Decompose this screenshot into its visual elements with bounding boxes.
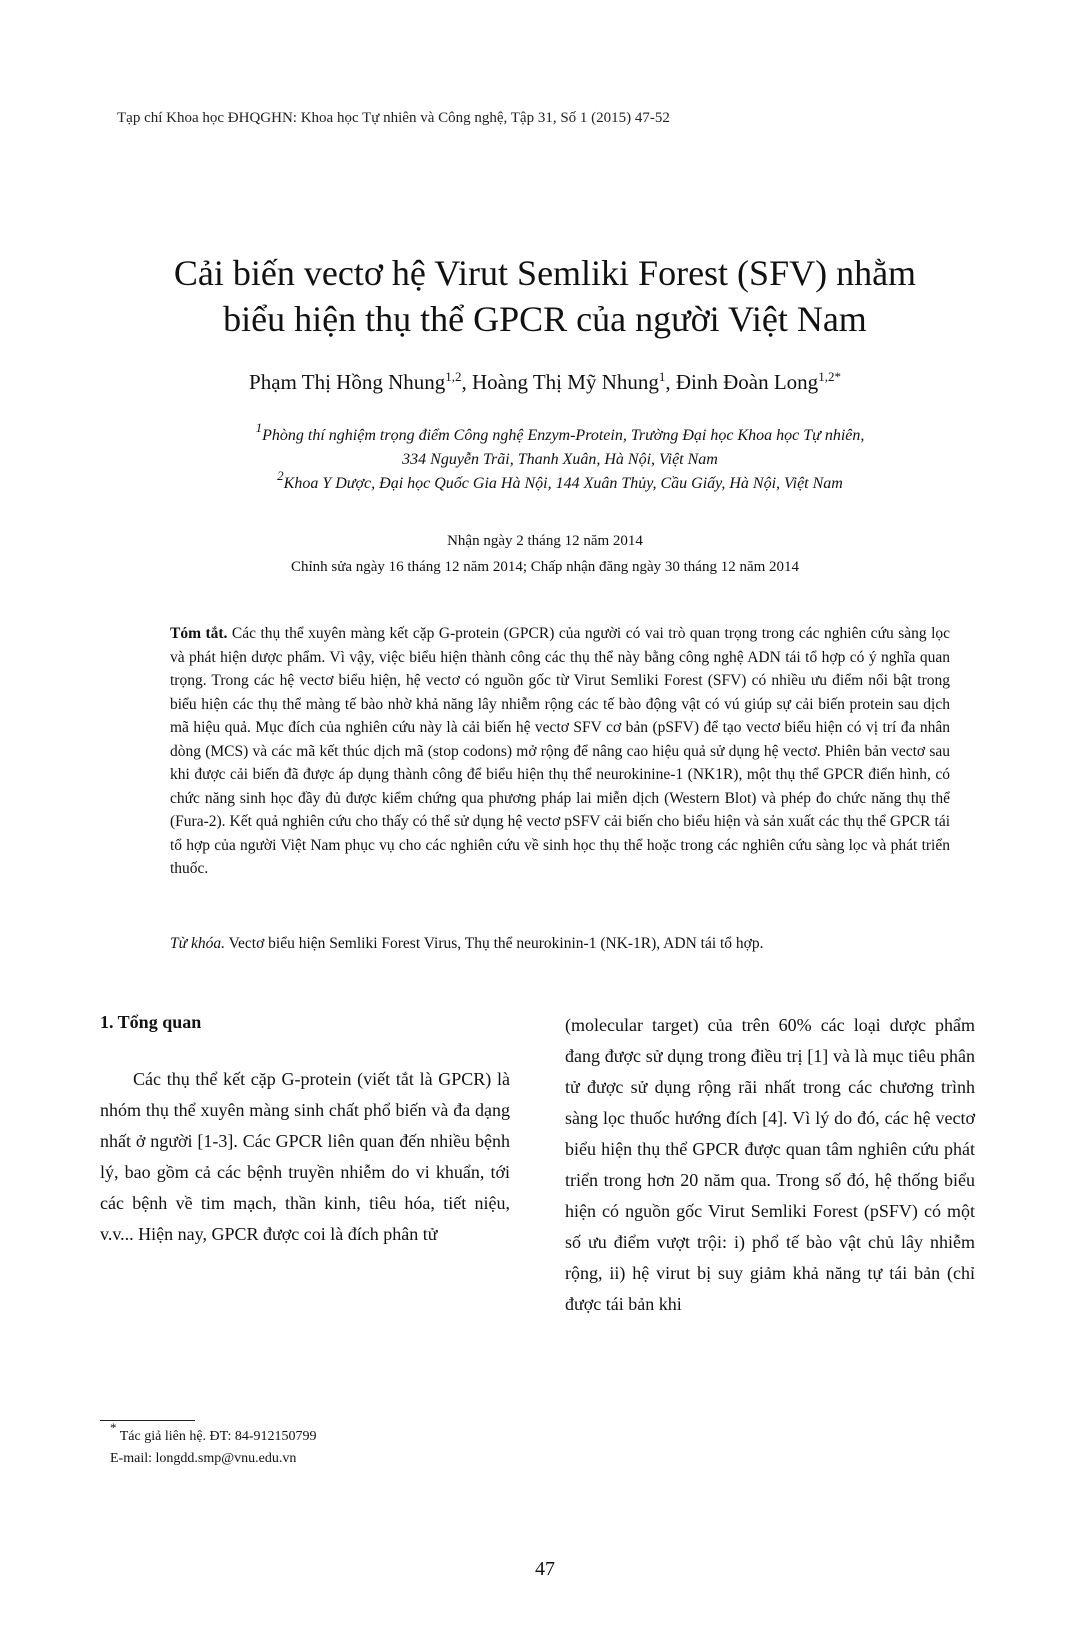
keywords-text: Vectơ biểu hiện Semliki Forest Virus, Thụ thể neurokinin-1 (NK-1R), ADN tái tổ hợp. — [224, 935, 764, 952]
page-number: 47 — [535, 1558, 555, 1580]
author-separator: , — [461, 370, 472, 394]
affiliation-2-number: 2 — [277, 468, 284, 483]
affiliation-1 — [140, 420, 980, 448]
affiliation-2 — [140, 468, 980, 496]
footnote-mark: * — [110, 1420, 117, 1435]
author-separator: , — [665, 370, 676, 394]
footnote-contact — [110, 1420, 317, 1448]
title-line-2: biểu hiện thụ thể GPCR của người Việt Nam — [223, 299, 867, 339]
abstract-text: Các thụ thể xuyên màng kết cặp G-protein (GPCR) của người có vai trò quan trọng trong các nghiên cứu sàng lọc và phát hiện dược phẩm. Vì vậy, việc biểu hiện thành công các thụ thể này bằng công nghệ ADN tái tổ hợp có ý nghĩa quan trọng. Trong các hệ vectơ biểu hiện, hệ vectơ có nguồn gốc từ Virut Semliki Forest (SFV) có nhiều ưu điểm nổi bật trong biểu hiện các thụ thể màng tế bào nhờ khả năng lây nhiễm rộng các tế bào động vật có vú giúp sự cải biến protein sau dịch mã hiệu quả. Mục đích của nghiên cứu này là cải biến hệ vectơ SFV cơ bản (pSFV) để tạo vectơ biểu hiện có vị trí đa nhân dòng (MCS) và các mã kết thúc dịch mã (stop codons) mở rộng để nâng cao hiệu quả sử dụng hệ vectơ. Phiên bản vectơ sau khi được cải biến đã được áp dụng thành công để biểu hiện thụ thể neurokinine-1 (NK1R), một thụ thể GPCR điển hình, có chức năng sinh học đầy đủ được kiểm chứng qua phương pháp lai miễn dịch (Western Blot) và phép đo chức năng thụ thể (Fura-2). Kết quả nghiên cứu cho thấy có thể sử dụng hệ vectơ pSFV cải biến cho biểu hiện và sản xuất các thụ thể GPCR tái tổ hợp của người Việt Nam phục vụ cho các nghiên cứu về sinh học thụ thể hoặc trong các nghiên cứu sàng lọc và phát triển thuốc. — [170, 625, 951, 877]
paper-title — [0, 250, 1090, 342]
received-date: Nhận ngày 2 tháng 12 năm 2014 — [447, 533, 643, 549]
footnote — [110, 1420, 317, 1470]
author-3: Đinh Đoàn Long — [675, 370, 819, 394]
right-column — [565, 1010, 975, 1320]
section-heading: 1. Tổng quan — [100, 1012, 202, 1032]
keywords — [170, 932, 950, 955]
footnote-email: E-mail: longdd.smp@vnu.edu.vn — [110, 1451, 297, 1466]
footnote-phone: Tác giả liên hệ. ĐT: 84-912150799 — [116, 1429, 317, 1444]
author-2: Hoàng Thị Mỹ Nhung — [472, 370, 659, 394]
affiliation-1-number: 1 — [255, 420, 263, 435]
revised-accepted-date: Chỉnh sửa ngày 16 tháng 12 năm 2014; Chấp nhận đăng ngày 30 tháng 12 năm 2014 — [290, 559, 800, 575]
author-1: Phạm Thị Hồng Nhung — [249, 370, 446, 394]
author-2-affil: 1 — [658, 369, 666, 384]
affiliations — [140, 420, 980, 496]
left-column-paragraph: Các thụ thể kết cặp G-protein (viết tắt là GPCR) là nhóm thụ thể xuyên màng sinh chất phổ biến và đa dạng nhất ở người [1-3]. Các GPCR liên quan đến nhiều bệnh lý, bao gồm cả các bệnh truyền nhiễm do vi khuẩn, tới các bệnh về tim mạch, thần kinh, tiêu hóa, tiết niệu, v.v... Hiện nay, GPCR được coi là đích phân tử — [100, 1069, 510, 1244]
submission-dates — [0, 528, 1090, 580]
title-line-1: Cải biến vectơ hệ Virut Semliki Forest (SFV) nhằm — [173, 253, 917, 293]
right-column-paragraph: (molecular target) của trên 60% các loại dược phẩm đang được sử dụng trong điều trị [1] và là mục tiêu phân tử được sử dụng rộng rãi nhất trong các chương trình sàng lọc thuốc hướng đích [4]. Vì lý do đó, các hệ vectơ biểu hiện thụ thể GPCR được quan tâm nghiên cứu phát triển trong hơn 20 năm qua. Trong số đó, hệ thống biểu hiện có nguồn gốc Virut Semliki Forest (pSFV) có một số ưu điểm vượt trội: i) phổ tế bào vật chủ lây nhiễm rộng, ii) hệ virut bị suy giảm khả năng tự tái bản (chỉ được tái bản khi — [565, 1015, 975, 1314]
keywords-label: Từ khóa. — [170, 935, 225, 952]
author-list — [0, 370, 1090, 395]
abstract — [170, 622, 950, 881]
affiliation-1-line-1: Phòng thí nghiệm trọng điểm Công nghệ Enzym-Protein, Trường Đại học Khoa học Tự nhiên, — [262, 427, 865, 444]
affiliation-1-address: 334 Nguyễn Trãi, Thanh Xuân, Hà Nội, Việt Nam — [402, 451, 718, 468]
abstract-label: Tóm tắt. — [170, 625, 228, 642]
author-3-affil: 1,2* — [818, 369, 841, 384]
author-1-affil: 1,2 — [445, 369, 462, 384]
affiliation-2-line-1: Khoa Y Dược, Đại học Quốc Gia Hà Nội, 144 Xuân Thủy, Cầu Giấy, Hà Nội, Việt Nam — [283, 475, 843, 492]
left-column — [100, 1010, 510, 1250]
journal-header: Tạp chí Khoa học ĐHQGHN: Khoa học Tự nhiên và Công nghệ, Tập 31, Số 1 (2015) 47-52 — [117, 110, 670, 126]
